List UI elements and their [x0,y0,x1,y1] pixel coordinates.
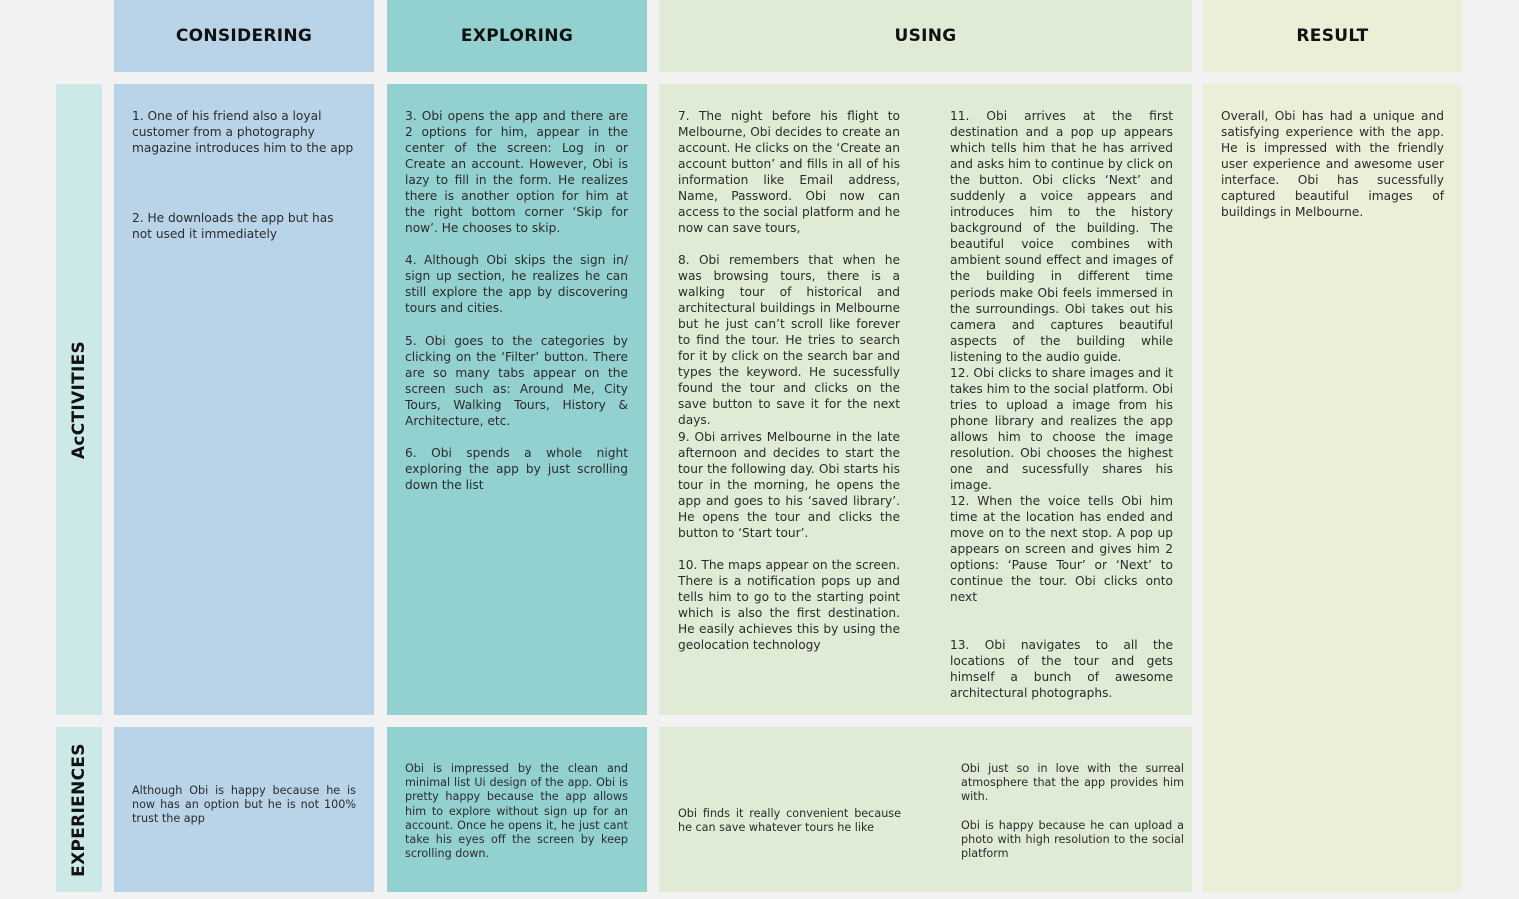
header-using-label: USING [894,26,957,46]
row-label-experiences-text: EXPERIENCES [69,742,89,877]
row-label-activities [56,84,102,715]
experience-considering-text: Although Obi is happy because he is now has an option but he is not 100% trust the app [132,784,356,826]
activities-exploring-cell [387,84,647,715]
experience-using-right-1-text: Obi just so in love with the surreal atmosphere that the app provides him with. [961,762,1184,804]
activity-9 [678,429,900,541]
experience-using-right-1 [961,762,1184,805]
activity-12a-text: 12. Obi clicks to share images and it takes him to the social platform. Obi tries to upload a image from his phone library and realizes the app allows him to choose the image resolution. Obi chooses the highest one and sucessfully shares his image. [950,366,1173,493]
experience-considering [132,784,356,827]
activity-4 [405,252,628,316]
header-exploring-label: EXPLORING [460,26,574,46]
row-label-experiences [56,727,102,892]
experiences-exploring-cell [387,727,647,892]
activity-3 [405,108,628,236]
activity-8 [678,252,900,429]
activity-7 [678,108,900,236]
activity-2-text: 2. He downloads the app but has not used it immediately [132,211,334,242]
experiences-considering-cell [114,727,374,892]
activity-6-text: 6. Obi spends a whole night exploring the app by just scrolling down the list [405,446,628,493]
activity-7-text: 7. The night before his flight to Melbourne, Obi decides to create an account. He clicks on the ‘Create an account button’ and fills in all of his information like Email address, Name, Password. Obi now can access to the social platform and he now can save tours, [678,109,900,236]
activity-10 [678,557,900,653]
result-summary [1221,108,1444,220]
experience-using-right-2-text: Obi is happy because he can upload a photo with high resolution to the social platform [961,819,1184,861]
activity-1-text: 1. One of his friend also a loyal customer from a photography magazine introduces him to the app [132,109,354,156]
activity-12a [950,365,1173,493]
experience-using-left-text: Obi finds it really convenient because he can save whatever tours he like [678,807,901,835]
activity-9-text: 9. Obi arrives Melbourne in the late afternoon and decides to start the tour the following day. Obi starts his tour in the morning, he opens the app and goes to his ‘saved library’. He opens the tour and clicks the button to ‘Start tour’. [678,430,900,541]
activities-considering-cell [114,84,374,715]
activities-using-cell [659,84,1192,715]
activity-13-text: 13. Obi navigates to all the locations of the tour and gets himself a bunch of awesome architectural photographs. [950,638,1173,701]
activity-5-text: 5. Obi goes to the categories by clicking on the ‘Filter’ button. There are so many tabs appear on the screen such as: Around Me, City Tours, Walking Tours, History & Architecture, etc. [405,334,628,429]
activity-12b [950,493,1173,605]
experience-using-right-2 [961,819,1184,862]
activity-1 [132,108,356,156]
activity-5 [405,333,628,429]
activity-13 [950,637,1173,701]
activity-11 [950,108,1173,365]
header-result-label: RESULT [1296,26,1369,46]
row-label-activities-text: AcCTIVITIES [69,340,90,459]
activity-4-text: 4. Although Obi skips the sign in/ sign up section, he realizes he can still explore the app by discovering tours and cities. [405,253,628,316]
activity-11-text: 11. Obi arrives at the first destination and a pop up appears which tells him that he has arrived and asks him to continue by click on the button. Obi clicks ‘Next’ and suddenly a voice appears and introduces him to the history background of the building. The beautiful voice combines with ambient sound effect and images of the building in different time periods make Obi feels immersed in the surroundings. Obi takes out his camera and captures beautiful aspects of the building while listening to the audio guide. [950,109,1173,364]
header-using [659,0,1192,72]
activity-3-text: 3. Obi opens the app and there are 2 options for him, appear in the center of the screen: Log in or Create an account. However, Obi is lazy to fill in the form. He realizes there is another option for him at the right bottom corner ‘Skip for now’. He chooses to skip. [405,109,628,236]
header-exploring [387,0,647,72]
header-result [1203,0,1462,72]
experience-exploring-text: Obi is impressed by the clean and minimal list Ui design of the app. Obi is pretty happy because the app allows him to explore without sign up for an account. Once he opens it, he just cant take his eyes off the screen by keep scrolling down. [405,762,628,861]
experience-using-left [678,807,901,835]
activity-6 [405,445,628,493]
experiences-using-cell [659,727,1192,892]
result-cell [1203,84,1462,892]
activity-8-text: 8. Obi remembers that when he was browsing tours, there is a walking tour of historical and architectural buildings in Melbourne but he just can’t scroll like forever to find the tour. He tries to search for it by click on the search bar and types the keyword. He sucessfully found the tour and clicks on the save button to save it for the next days. [678,253,900,428]
experience-exploring [405,762,628,861]
result-summary-text: Overall, Obi has had a unique and satisfying experience with the app. He is impressed with the friendly user experience and awesome user interface. Obi has sucessfully captured beautiful images of buildings in Melbourne. [1221,109,1444,220]
activity-10-text: 10. The maps appear on the screen. There is a notification pops up and tells him to go to the starting point which is also the first destination. He easily achieves this by using the geolocation technology [678,558,900,653]
activity-2 [132,210,356,242]
activity-12b-text: 12. When the voice tells Obi him time at the location has ended and move on to the next stop. A pop up appears on screen and gives him 2 options: ‘Pause Tour’ or ‘Next’ to continue the tour. Obi clicks onto next [950,494,1173,605]
header-considering-label: CONSIDERING [175,26,313,46]
header-considering [114,0,374,72]
